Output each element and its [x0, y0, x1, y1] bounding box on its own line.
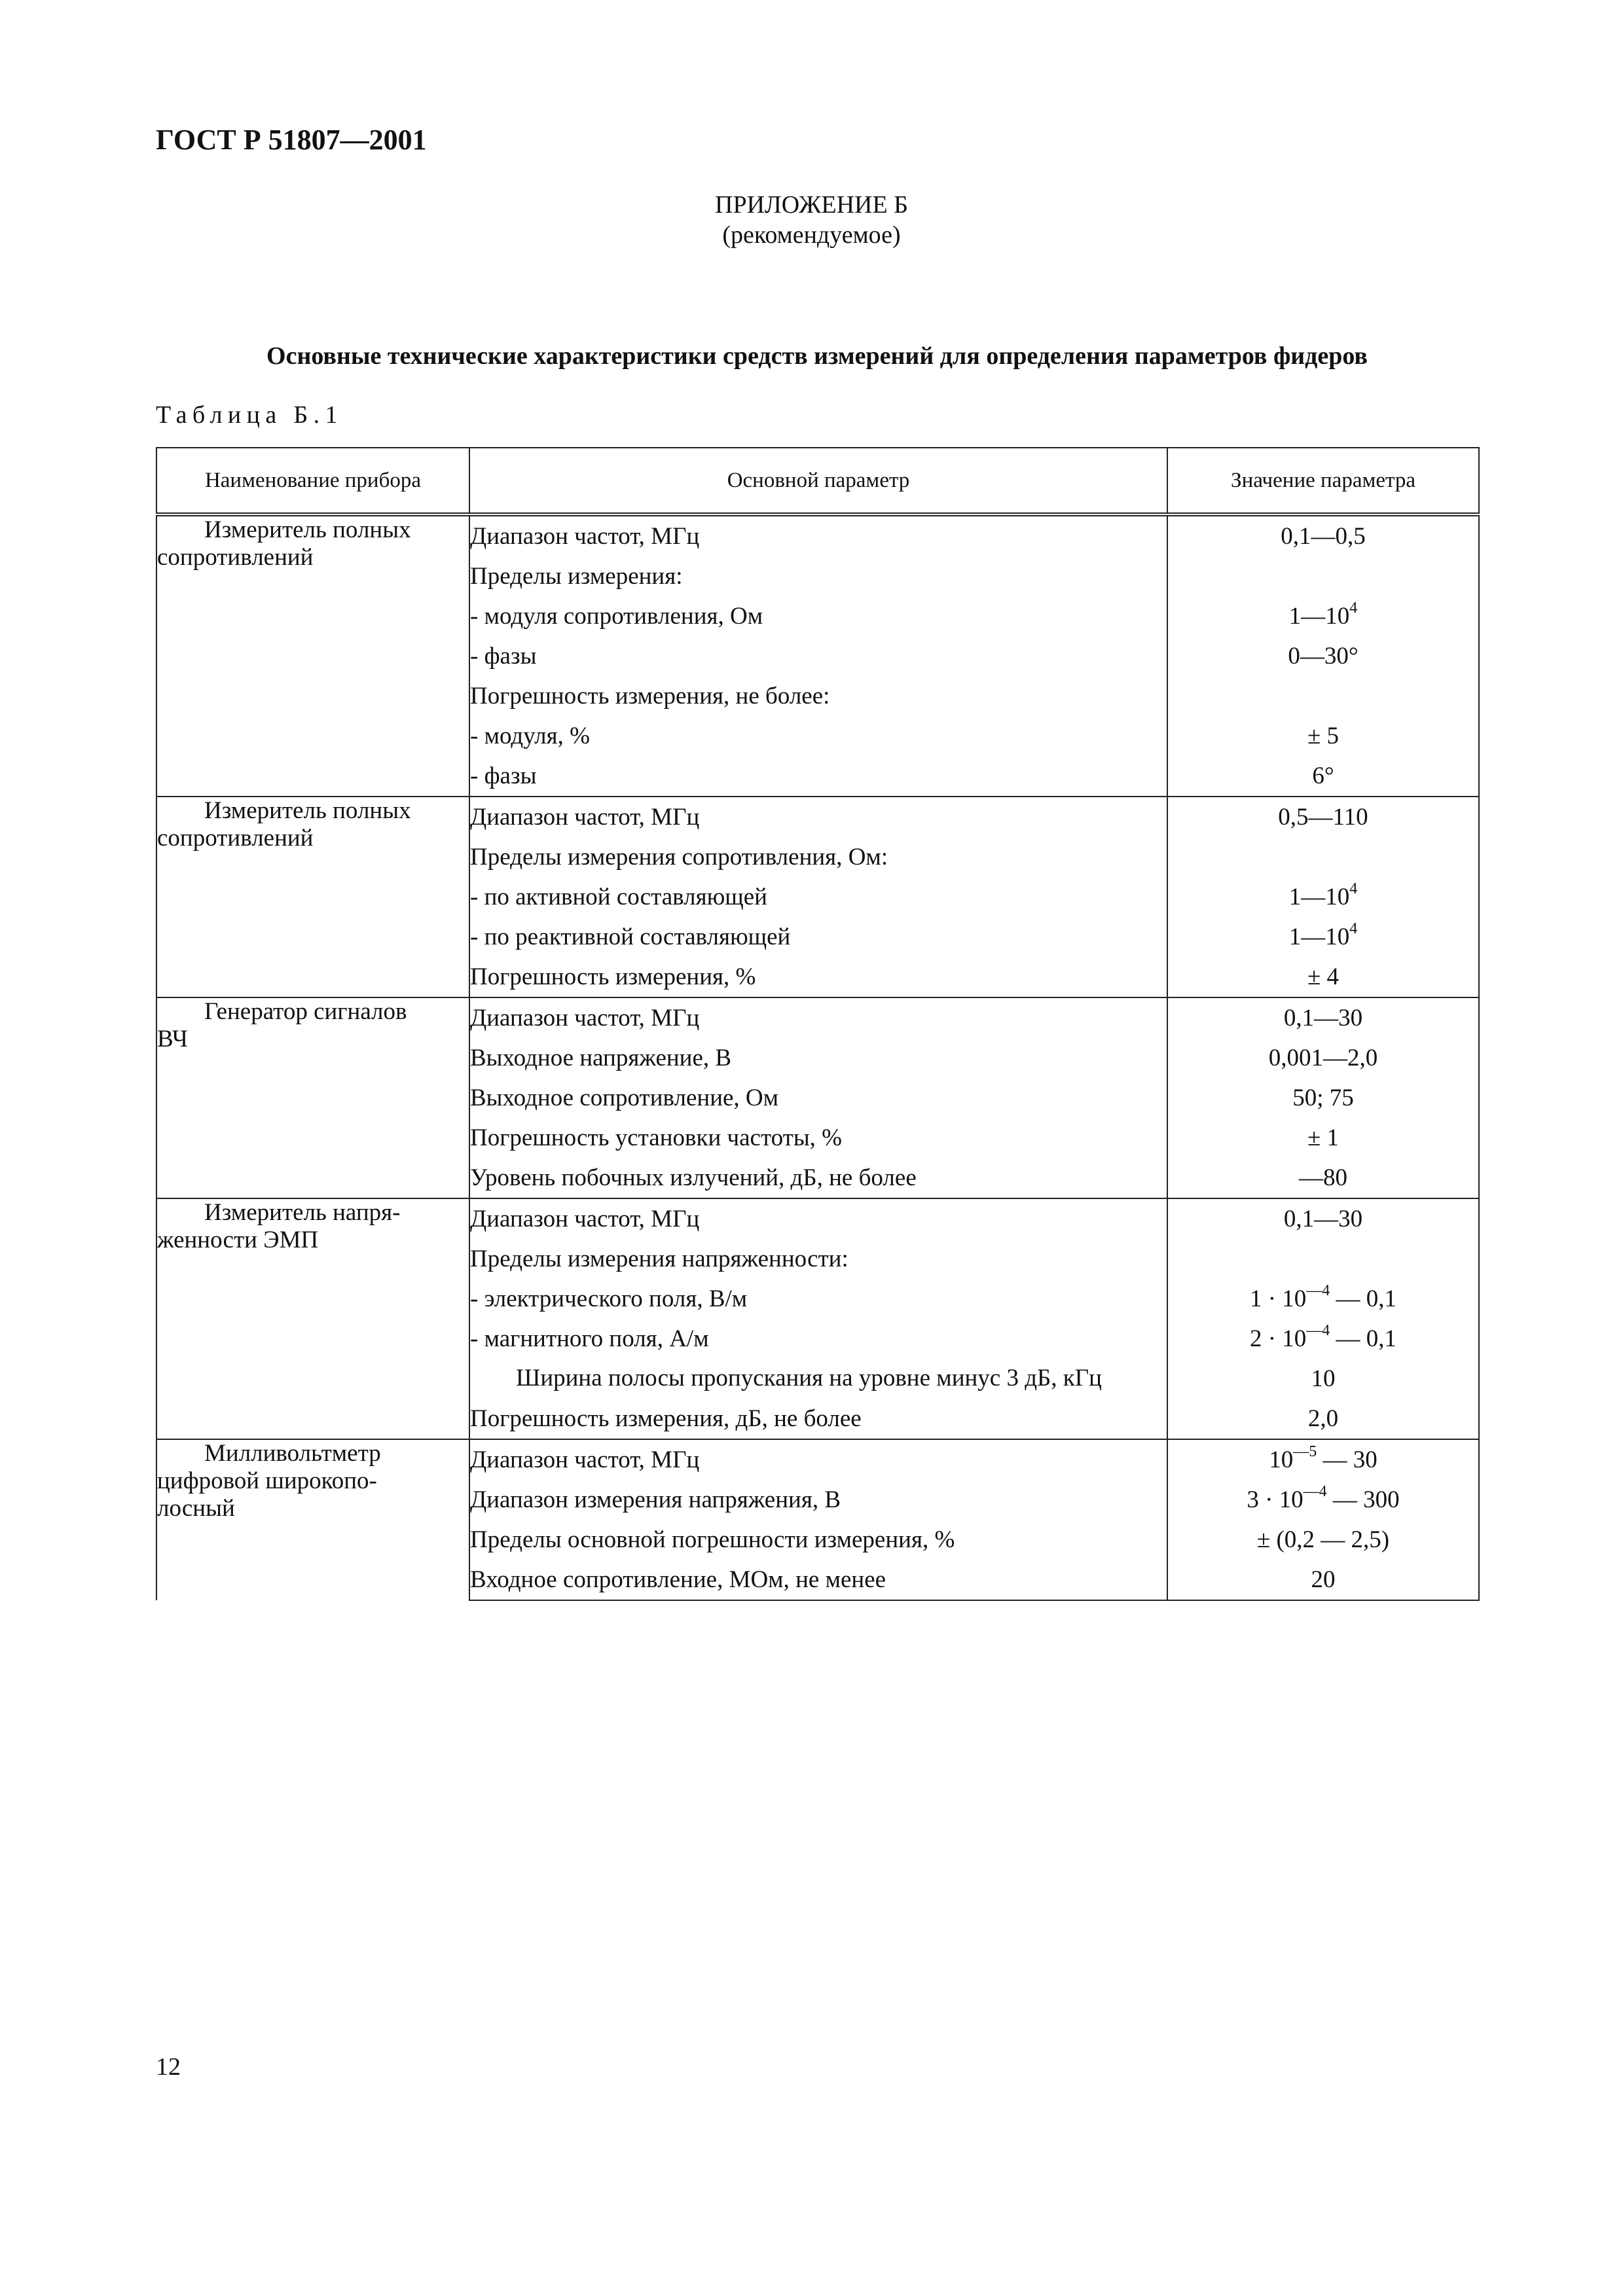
header-parameter: Основной параметр	[469, 448, 1167, 514]
header-device: Наименование прибора	[156, 448, 469, 514]
value-cell: 20	[1167, 1560, 1479, 1600]
parameter-cell: - модуля сопротивления, Ом	[469, 596, 1167, 636]
parameter-cell: Входное сопротивление, МОм, не менее	[469, 1560, 1167, 1600]
value-cell: 50; 75	[1167, 1078, 1479, 1118]
parameter-cell: Диапазон частот, МГц	[469, 997, 1167, 1038]
parameter-cell: Диапазон частот, МГц	[469, 514, 1167, 556]
table-row	[156, 797, 1479, 837]
device-name-cell	[156, 1439, 469, 1600]
value-cell: $2 \cdot 10^{—4}$ — 0,1	[1167, 1319, 1479, 1359]
value-cell	[1167, 837, 1479, 877]
parameter-cell: - электрического поля, В/м	[469, 1279, 1167, 1319]
appendix-heading	[0, 190, 1623, 250]
table-row	[156, 1439, 1479, 1480]
parameter-cell: Выходное сопротивление, Ом	[469, 1078, 1167, 1118]
value-cell	[1167, 1239, 1479, 1279]
page-number: 12	[156, 2053, 181, 2081]
device-name-line: Измеритель напря-	[204, 1199, 401, 1226]
table-label: Таблица Б.1	[156, 401, 343, 429]
table-body	[156, 514, 1479, 1600]
specifications-table	[156, 447, 1480, 1601]
appendix-title: ПРИЛОЖЕНИЕ Б	[715, 191, 908, 219]
parameter-cell: Погрешность измерения, не более:	[469, 676, 1167, 716]
value-cell: $1 \cdot 10^{—4}$ — 0,1	[1167, 1279, 1479, 1319]
value-cell: ± 4	[1167, 957, 1479, 997]
parameter-cell: Диапазон измерения напряжения, В	[469, 1480, 1167, 1520]
appendix-status: (рекомендуемое)	[722, 221, 901, 249]
device-name-line: Измеритель полных	[204, 516, 411, 543]
value-cell: 0—30°	[1167, 636, 1479, 676]
value-cell: $1—10^4$	[1167, 917, 1479, 957]
parameter-cell: - фазы	[469, 636, 1167, 676]
value-cell: —80	[1167, 1158, 1479, 1198]
value-cell: ± 5	[1167, 716, 1479, 756]
document-title: Основные технические характеристики средств измерений для определения параметров фидеров	[266, 342, 1368, 370]
device-name-cell	[156, 797, 469, 997]
parameter-cell: Уровень побочных излучений, дБ, не более	[469, 1158, 1167, 1198]
value-cell: 0,1—0,5	[1167, 514, 1479, 556]
device-name-line: лосный	[157, 1495, 235, 1522]
device-name-line: сопротивлений	[157, 544, 314, 571]
value-cell	[1167, 676, 1479, 716]
value-cell: 0,1—30	[1167, 1198, 1479, 1239]
table-header-row	[156, 448, 1479, 514]
parameter-cell: Погрешность измерения, %	[469, 957, 1167, 997]
table-row	[156, 997, 1479, 1038]
parameter-cell: - магнитного поля, А/м	[469, 1319, 1167, 1359]
parameter-cell: Диапазон частот, МГц	[469, 797, 1167, 837]
table-row	[156, 1198, 1479, 1239]
parameter-cell: - фазы	[469, 756, 1167, 797]
device-name-line: сопротивлений	[157, 825, 314, 852]
device-name-cell	[156, 1198, 469, 1439]
parameter-cell: Выходное напряжение, В	[469, 1038, 1167, 1078]
value-cell: ± (0,2 — 2,5)	[1167, 1520, 1479, 1560]
value-cell: 0,1—30	[1167, 997, 1479, 1038]
value-cell: 0,001—2,0	[1167, 1038, 1479, 1078]
parameter-cell: - модуля, %	[469, 716, 1167, 756]
value-cell: $10^{—5}$ — 30	[1167, 1439, 1479, 1480]
value-cell: $3 \cdot 10^{—4}$ — 300	[1167, 1480, 1479, 1520]
value-cell	[1167, 556, 1479, 596]
device-name-line: Измеритель полных	[204, 797, 411, 824]
parameter-cell: Пределы основной погрешности измерения, %	[469, 1520, 1167, 1560]
document-code: ГОСТ Р 51807—2001	[156, 124, 427, 156]
value-cell: $1—10^4$	[1167, 877, 1479, 917]
device-name-line: цифровой широкопо-	[157, 1467, 377, 1494]
parameter-cell: Погрешность установки частоты, %	[469, 1118, 1167, 1158]
device-name-line: женности ЭМП	[157, 1227, 319, 1253]
value-cell: $1—10^4$	[1167, 596, 1479, 636]
value-cell: 2,0	[1167, 1399, 1479, 1439]
parameter-cell: Диапазон частот, МГц	[469, 1198, 1167, 1239]
value-cell: ± 1	[1167, 1118, 1479, 1158]
device-name-cell	[156, 514, 469, 797]
parameter-cell: Ширина полосы пропускания на уровне минус 3 дБ, кГц	[469, 1359, 1167, 1399]
parameter-cell: - по активной составляющей	[469, 877, 1167, 917]
device-name-cell	[156, 997, 469, 1198]
parameter-cell: Пределы измерения сопротивления, Ом:	[469, 837, 1167, 877]
value-cell: 0,5—110	[1167, 797, 1479, 837]
parameter-cell: - по реактивной составляющей	[469, 917, 1167, 957]
parameter-cell: Пределы измерения:	[469, 556, 1167, 596]
parameter-cell: Погрешность измерения, дБ, не более	[469, 1399, 1167, 1439]
table-row	[156, 514, 1479, 556]
header-value: Значение параметра	[1167, 448, 1479, 514]
value-cell: 6°	[1167, 756, 1479, 797]
parameter-cell: Диапазон частот, МГц	[469, 1439, 1167, 1480]
parameter-cell: Пределы измерения напряженности:	[469, 1239, 1167, 1279]
device-name-line: Милливольтметр	[204, 1440, 381, 1467]
value-cell: 10	[1167, 1359, 1479, 1399]
device-name-line: Генератор сигналов	[204, 998, 407, 1025]
device-name-line: ВЧ	[157, 1026, 188, 1052]
